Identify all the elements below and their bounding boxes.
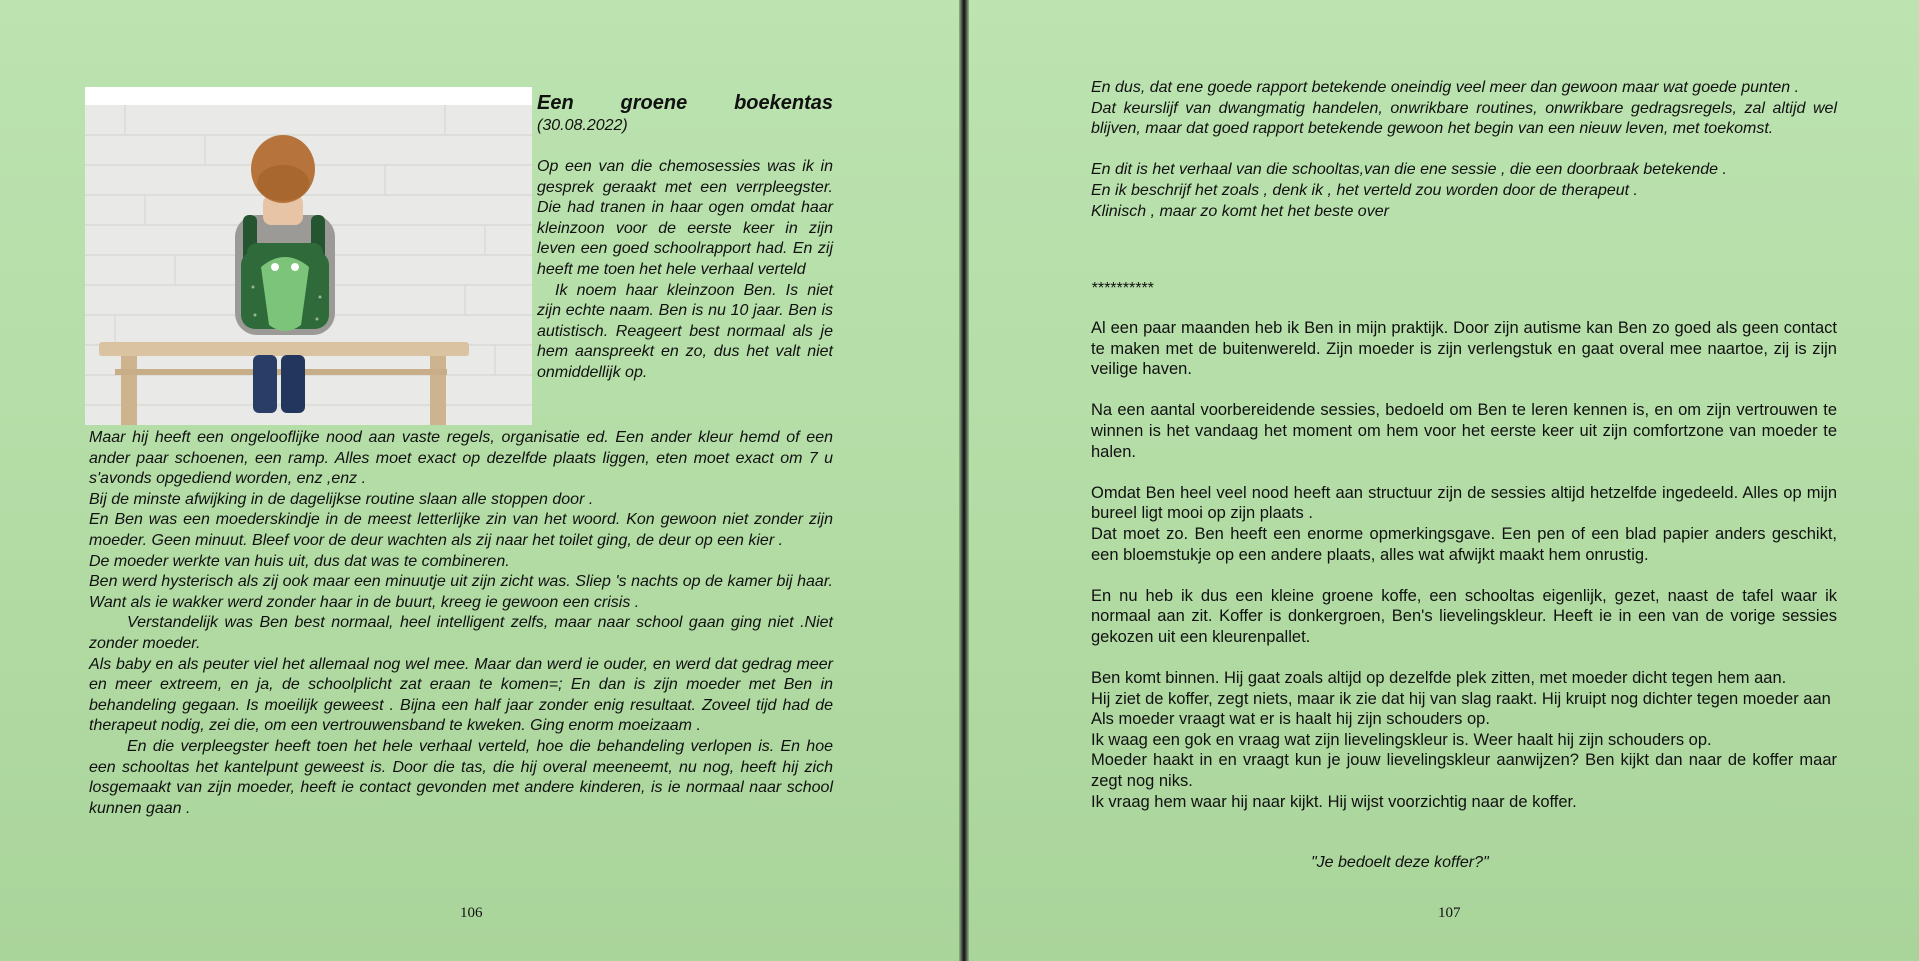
paragraph: Ik noem haar kleinzoon Ben. Is niet zijn echte naam. Ben is nu 10 jaar. Ben is autistisch. Reageert best normaal als je hem aanspreekt en zo, dus het valt niet onmiddellijk op. (537, 281, 833, 381)
paragraph: Ik vraag hem waar hij naar kijkt. Hij wijst voorzichtig naar de koffer. (1091, 792, 1577, 811)
dialogue-quote: "Je bedoelt deze koffer?" (1311, 854, 1489, 871)
intro-text-beside-photo (537, 157, 833, 384)
paragraph: Bij de minste afwijking in de dagelijkse routine slaan alle stoppen door . (89, 490, 594, 508)
paragraph: Maar hij heeft een ongelooflijke nood aan vaste regels, organisatie ed. Een ander kleur hemd of een ander paar schoenen, een ramp. Alles moet exact op dezelfde plaats liggen, eten moet exact om 7 u s'avonds opgediend worden, enz ,enz . (89, 429, 833, 488)
paragraph: Omdat Ben heel veel nood heeft aan structuur zijn de sessies altijd hetzelfde ingedeeld. Alles op mijn bureel ligt mooi op zijn plaats . (1091, 483, 1837, 523)
paragraph: Ben komt binnen. Hij gaat zoals altijd op dezelfde plek zitten, met moeder dicht tegen hem aan. (1091, 669, 1787, 688)
section-separator: ********** (1091, 280, 1154, 297)
paragraph: Hij ziet de koffer, zegt niets, maar ik zie dat hij van slag raakt. Hij kruipt nog dichter tegen moeder aan (1091, 689, 1831, 708)
chapter-date: (30.08.2022) (537, 117, 628, 134)
paragraph: Dat keurslijf van dwangmatig handelen, onwrikbare routines, onwrikbare gedragsregels, zal altijd wel blijven, maar dat goed rapport betekende gewoon het begin van een nieuw leven, met toekomst. (1091, 99, 1837, 138)
paragraph: De moeder werkte van huis uit, dus dat was te combineren. (89, 552, 510, 570)
paragraph: Ik waag een gok en vraag wat zijn lievelingskleur is. Weer haalt hij zijn schouders op. (1091, 730, 1712, 749)
chapter-title: Een groene boekentas (537, 92, 833, 114)
paragraph: En Ben was een moederskindje in de meest letterlijke zin van het woord. Kon gewoon niet zonder zijn moeder. Geen minuut. Bleef voor de deur wachten als zij naar het toilet ging, de deur op een kier . (89, 511, 833, 549)
paragraph: En dit is het verhaal van die schooltas,van die ene sessie , die een doorbraak betekende . (1091, 161, 1727, 179)
paragraph: En ik beschrijf het zoals , denk ik , het verteld zou worden door de therapeut . (1091, 181, 1638, 199)
paragraph: Als baby en als peuter viel het allemaal nog wel mee. Maar dan werd ie ouder, en werd dat gedrag meer en meer extreem, en ja, de schoolplicht zat eraan te komen=; En dan is zijn moeder met Ben in behandeling gegaan. Is moeilijk geweest . Bijna een half jaar zonder enig resultaat. Zoveel tijd had de therapeut nodig, zei die, om een vertrouwensband te kweken. Ging enorm moeizaam . (89, 655, 833, 735)
left-page (0, 0, 959, 961)
paragraph: En die verpleegster heeft toen het hele verhaal verteld, hoe die behandeling verlopen is. En hoe een schooltas het kantelpunt geweest is. Door die tas, die hij overal meeneemt, nu nog, heeft hij zich losgemaakt van zijn moeder, heeft ie contact gevonden met andere kinderen, is ie normaal naar school kunnen gaan . (89, 737, 833, 817)
page-number-left: 106 (460, 905, 483, 921)
book-spine (959, 0, 969, 961)
page-number-right: 107 (1438, 905, 1461, 921)
paragraph: En nu heb ik dus een kleine groene koffe, een schooltas eigenlijk, gezet, naast de tafel waar ik normaal aan zit. Koffer is donkergroen, Ben's lievelingskleur. Heeft ie in een van de vorige sessies gekozen uit een kleurenpallet. (1091, 586, 1837, 646)
paragraph: Na een aantal voorbereidende sessies, bedoeld om Ben te leren kennen is, en om zijn vertrouwen te winnen is het vandaag het moment om hem voor het eerste keer uit zijn comfortzone van moeder te halen. (1091, 401, 1837, 461)
paragraph: Ben werd hysterisch als zij ook maar een minuutje uit zijn zicht was. Sliep 's nachts op de kamer bij haar. Want als ie wakker werd zonder haar in de buurt, kreeg ie gewoon een crisis . (89, 573, 833, 611)
boy-with-green-satchel-photo (85, 87, 532, 425)
paragraph: En dus, dat ene goede rapport betekende oneindig veel meer dan gewoon maar wat goede punten . (1091, 79, 1800, 96)
left-body-text (89, 428, 833, 819)
paragraph: Moeder haakt in en vraagt kun je jouw lievelingskleur aanwijzen? Ben kijkt dan naar de koffer maar zegt nog niks. (1091, 751, 1837, 791)
right-body-text (1091, 318, 1837, 812)
paragraph: Op een van die chemosessies was ik in gesprek geraakt met een verrpleegster. Die had tranen in haar ogen omdat haar kleinzoon voor de eerste keer in zijn leven een goed schoolrapport had. En zij heeft me toen het hele verhaal verteld (537, 158, 833, 278)
paragraph: Al een paar maanden heb ik Ben in mijn praktijk. Door zijn autisme kan Ben zo goed als geen contact te maken met de buitenwereld. Zijn moeder is zijn verlengstuk en gaat overal mee naartoe, zij is zijn veilige haven. (1091, 319, 1837, 379)
right-intro-text (1091, 78, 1837, 222)
paragraph: Als moeder vraagt wat er is haalt hij zijn schouders op. (1091, 710, 1490, 729)
paragraph: Dat moet zo. Ben heeft een enorme opmerkingsgave. Een pen of een blad papier anders geschikt, een bloemstukje op een andere plaats, alles wat afwijkt maakt hem onrustig. (1091, 524, 1837, 564)
paragraph: Klinisch , maar zo komt het het beste over (1091, 202, 1389, 220)
paragraph: Verstandelijk was Ben best normaal, heel intelligent zelfs, maar naar school gaan ging niet .Niet zonder moeder. (89, 614, 833, 652)
